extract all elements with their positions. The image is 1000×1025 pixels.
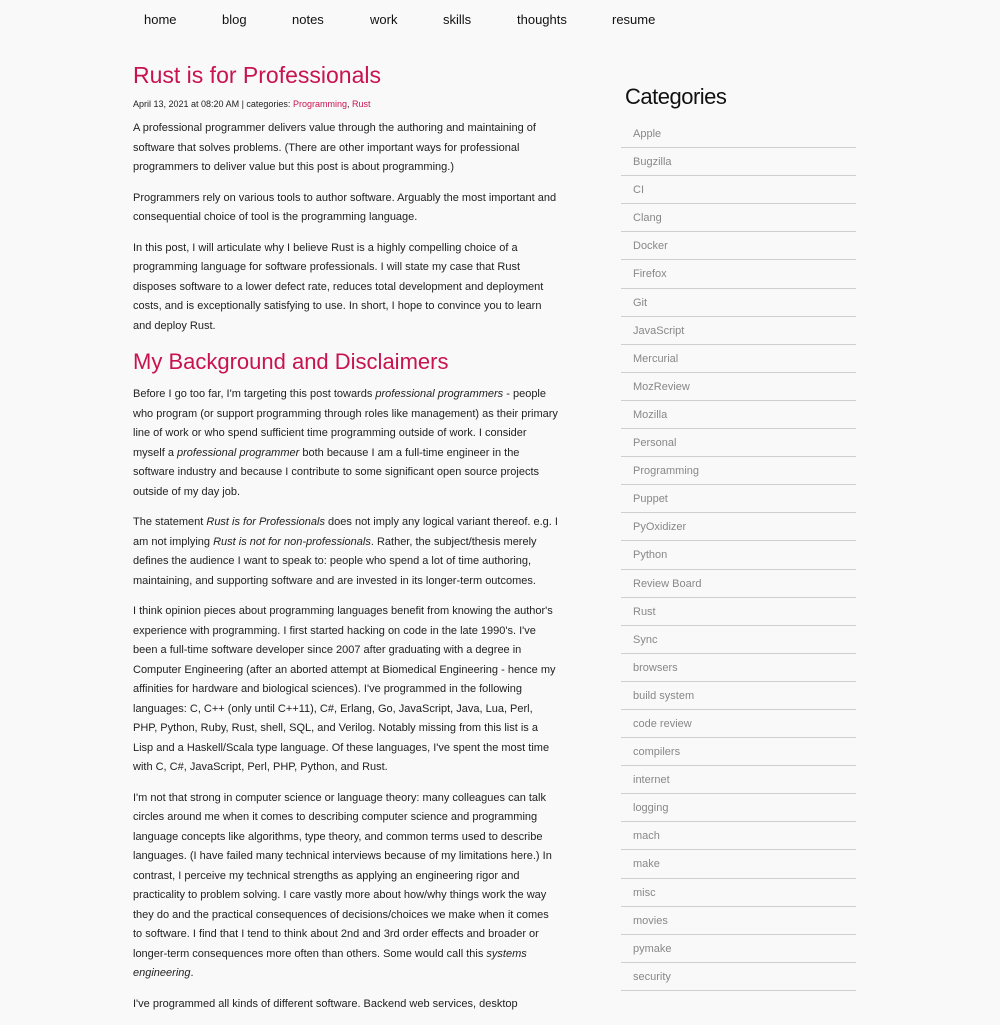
top-navigation [0, 0, 1000, 42]
category-link[interactable]: Docker [633, 240, 668, 253]
category-link[interactable]: Programming [633, 465, 700, 478]
category-item [621, 176, 856, 204]
category-item [621, 429, 856, 457]
category-link[interactable]: Mercurial [633, 352, 679, 365]
category-item [621, 766, 856, 794]
paragraph-4 [133, 385, 558, 502]
category-link[interactable]: Python [633, 549, 668, 562]
text-span: - people who program (or support programming through roles like management) as their primary line of work or who spend sufficient time programming outside of work. I consider myself a [133, 388, 558, 459]
text-span: . [190, 967, 194, 979]
category-link[interactable]: Clang [633, 212, 662, 225]
category-link[interactable]: logging [633, 802, 669, 815]
category-link[interactable]: mach [633, 830, 660, 843]
category-link[interactable]: code review [633, 717, 692, 730]
category-link[interactable]: CI [633, 184, 644, 197]
category-link[interactable]: Puppet [633, 493, 668, 506]
category-item [621, 373, 856, 401]
category-item [621, 598, 856, 626]
category-link[interactable]: Git [633, 296, 648, 309]
category-link[interactable]: internet [633, 774, 670, 787]
emphasis-text: systems engineering [133, 947, 527, 979]
nav-notes-link[interactable]: notes [292, 12, 324, 27]
category-item [621, 317, 856, 345]
text-span: . Rather, the subject/thesis merely defines the audience I want to speak to: people who spend a lot of time authoring, maintaining, and supporting software and are invested in its longer-term outcomes. [133, 535, 537, 587]
category-item [621, 345, 856, 373]
category-item [621, 850, 856, 878]
category-item [621, 654, 856, 682]
category-item [621, 682, 856, 710]
categories-sidebar [621, 82, 856, 991]
meta-separator: , [346, 99, 352, 109]
nav-blog-link[interactable]: blog [222, 12, 247, 27]
category-list [621, 120, 856, 991]
text-span: does not imply any logical variant thereof. e.g. I am not implying [133, 516, 558, 548]
category-link[interactable]: PyOxidizer [633, 521, 687, 534]
category-item [621, 485, 856, 513]
paragraph-1: A professional programmer delivers value through the authoring and maintaining of software that solves problems. (There are other important ways for professional programmers to deliver value but this post is about programming.) [133, 122, 536, 173]
category-item [621, 289, 856, 317]
emphasis-text: Rust is not for non-professionals [213, 535, 371, 548]
category-link[interactable]: compilers [633, 746, 681, 759]
nav-resume-link[interactable]: resume [612, 12, 656, 27]
category-item [621, 935, 856, 963]
category-link[interactable]: Review Board [633, 577, 702, 590]
category-link[interactable]: Sync [633, 633, 658, 646]
paragraph-2: Programmers rely on various tools to author software. Arguably the most important and consequential choice of tool is the programming language. [133, 191, 557, 223]
category-item [621, 232, 856, 260]
category-link[interactable]: pymake [633, 942, 672, 955]
category-link[interactable]: MozReview [633, 380, 690, 393]
section-heading: My Background and Disclaimers [133, 349, 449, 374]
category-item [621, 626, 856, 654]
category-item [621, 401, 856, 429]
category-link[interactable]: browsers [633, 661, 678, 674]
category-item [621, 120, 856, 148]
emphasis-text: professional programmers [375, 388, 504, 400]
paragraph-7 [133, 789, 558, 984]
post-date: April 13, 2021 at 08:20 AM | categories: [133, 99, 293, 109]
category-item [621, 513, 856, 541]
category-link[interactable]: Personal [633, 437, 677, 450]
nav-work-link[interactable]: work [370, 12, 398, 27]
text-span: The statement [133, 516, 207, 528]
category-item [621, 457, 856, 485]
category-item [621, 822, 856, 850]
category-item [621, 570, 856, 598]
category-item [621, 710, 856, 738]
category-item [621, 204, 856, 232]
post-meta [133, 98, 558, 110]
category-link[interactable]: Apple [633, 128, 662, 140]
category-item [621, 963, 856, 991]
category-item [621, 260, 856, 288]
category-item [621, 907, 856, 935]
paragraph-8: I've programmed all kinds of different software. Backend web services, desktop [133, 997, 518, 1010]
nav-home-link[interactable]: home [144, 12, 177, 27]
text-span: Before I go too far, I'm targeting this post towards [133, 388, 376, 400]
category-link[interactable]: Firefox [633, 268, 667, 281]
nav-thoughts-link[interactable]: thoughts [517, 12, 567, 27]
nav-skills-link[interactable]: skills [443, 12, 472, 27]
text-span: both because I am a full-time engineer in the software industry and because I contribute to some significant open source projects outside of my day job. [133, 446, 540, 498]
emphasis-text: Rust is for Professionals [206, 516, 325, 528]
category-item [621, 148, 856, 176]
category-item [621, 794, 856, 822]
category-item [621, 738, 856, 766]
category-link[interactable]: build system [633, 689, 695, 702]
category-link[interactable]: Rust [633, 605, 656, 618]
category-link[interactable]: Bugzilla [633, 156, 672, 169]
category-link[interactable]: misc [633, 886, 656, 899]
category-item [621, 541, 856, 569]
paragraph-6: I think opinion pieces about programming languages benefit from knowing the author's experience with programming. I first started hacking on code in the late 1990's. I've been a full-time software developer since 2007 after graduating with a degree in Computer Engineering (after an aborted attempt at Biomedical Engineering - hence my affinities for hardware and biological sciences). I've programmed in the following languages: C, C++ (only until C++11), C#, Erlang, Go, JavaScript, Java, Lua, Perl, PHP, Python, Ruby, Rust, shell, SQL, and Verilog. Notably missing from this list is a Lisp and a Haskell/Scala type language. Of these languages, I've spent the most time with C, C#, JavaScript, Perl, PHP, Python, and Rust. [133, 605, 556, 773]
text-span: I'm not that strong in computer science or language theory: many colleagues can talk circles around me when it comes to describing computer science and programming language concepts like algorithms, type theory, and common terms used to describe languages. (I have failed many technical interviews because of my limitations here.) In contrast, I perceive my technical strengths as applying an engineering rigor and practicality to problem solving. I care vastly more about how/why things work the way they do and the practical consequences of decisions/choices we make when it comes to software. I find that I tend to think about 2nd and 3rd order effects and broader or longer-term consequences more often than others. Some would call this [133, 791, 552, 960]
category-item [621, 879, 856, 907]
post-title: Rust is for Professionals [133, 62, 381, 88]
paragraph-5 [133, 513, 558, 591]
category-link[interactable]: movies [633, 914, 668, 927]
blog-post [133, 60, 558, 1025]
categories-heading: Categories [625, 84, 727, 109]
category-link[interactable]: make [633, 858, 660, 871]
category-link-rust[interactable]: Rust [351, 99, 371, 109]
category-link[interactable]: JavaScript [633, 324, 685, 337]
category-link[interactable]: Mozilla [633, 408, 668, 421]
paragraph-3: In this post, I will articulate why I believe Rust is a highly compelling choice of a programming language for software professionals. I will state my case that Rust disposes software to a lower defect rate, reduces total development and deployment costs, and is exceptionally satisfying to use. In short, I hope to convince you to learn and deploy Rust. [133, 241, 544, 332]
category-link[interactable]: security [633, 970, 671, 983]
emphasis-text: professional programmer [177, 446, 300, 459]
category-link-programming[interactable]: Programming [292, 99, 347, 109]
